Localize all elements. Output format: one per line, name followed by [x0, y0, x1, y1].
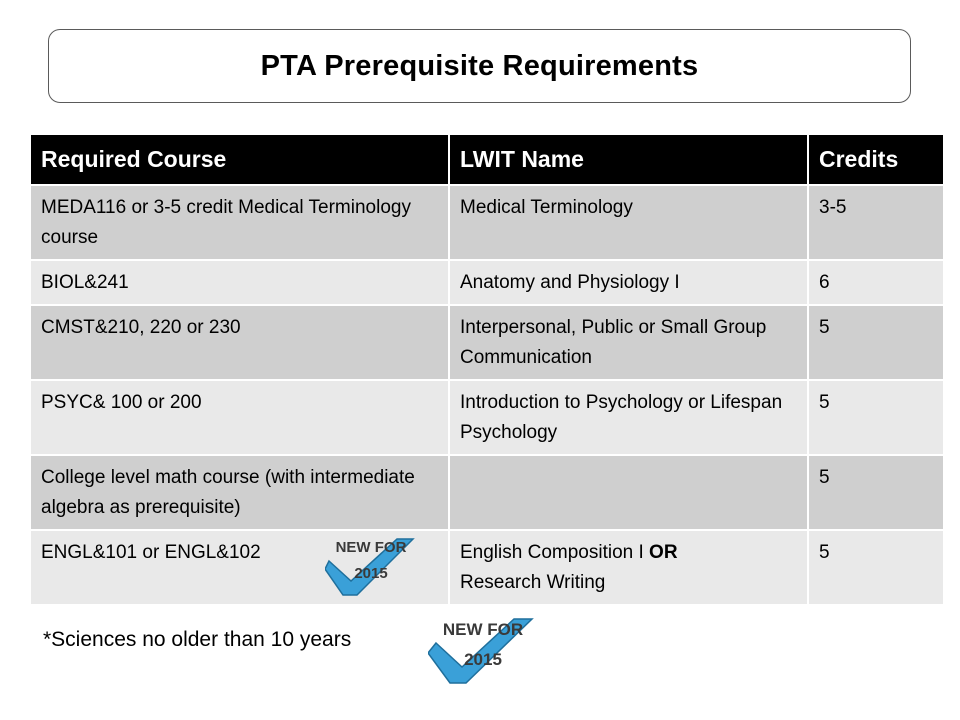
lwit-name-cell: Medical Terminology [449, 185, 808, 260]
lwit-text: English Composition I [460, 542, 650, 563]
header-lwit-name: LWIT Name [449, 135, 808, 185]
title-box [48, 29, 911, 103]
table-row [31, 455, 943, 530]
table-row [31, 380, 943, 455]
course-cell: MEDA116 or 3-5 credit Medical Terminology course [31, 185, 449, 260]
lwit-name-cell: Anatomy and Physiology I [449, 260, 808, 305]
lwit-name-cell [449, 455, 808, 530]
sciences-note: *Sciences no older than 10 years [43, 628, 352, 651]
course-cell: College level math course (with intermediate algebra as prerequisite) [31, 455, 449, 530]
course-cell: BIOL&241 [31, 260, 449, 305]
course-cell: CMST&210, 220 or 230 [31, 305, 449, 380]
table-row [31, 185, 943, 260]
badge-line2: 2015 [464, 650, 502, 669]
table-header-row [31, 135, 943, 185]
header-required-course: Required Course [31, 135, 449, 185]
new-for-2015-badge-large [428, 615, 538, 685]
course-text: ENGL&101 or ENGL&102 [41, 542, 261, 563]
credits-cell: 3-5 [808, 185, 943, 260]
lwit-name-cell: Introduction to Psychology or Lifespan Psychology [449, 380, 808, 455]
credits-cell: 6 [808, 260, 943, 305]
credits-cell: 5 [808, 455, 943, 530]
course-cell [31, 530, 449, 604]
new-for-2015-badge [325, 535, 417, 597]
table-row [31, 305, 943, 380]
header-credits: Credits [808, 135, 943, 185]
or-emphasis: OR [649, 542, 678, 563]
credits-cell: 5 [808, 305, 943, 380]
table-row [31, 530, 943, 604]
prerequisite-table [31, 135, 943, 604]
badge-line1: NEW FOR [442, 620, 524, 639]
credits-cell: 5 [808, 530, 943, 604]
lwit-text-2: Research Writing [460, 572, 606, 593]
credits-cell: 5 [808, 380, 943, 455]
page-title: PTA Prerequisite Requirements [260, 49, 699, 82]
lwit-name-cell [449, 530, 808, 604]
badge-line1: NEW FOR [335, 539, 407, 556]
badge-line2: 2015 [354, 565, 388, 582]
lwit-name-cell: Interpersonal, Public or Small Group Communication [449, 305, 808, 380]
course-cell: PSYC& 100 or 200 [31, 380, 449, 455]
table-row [31, 260, 943, 305]
